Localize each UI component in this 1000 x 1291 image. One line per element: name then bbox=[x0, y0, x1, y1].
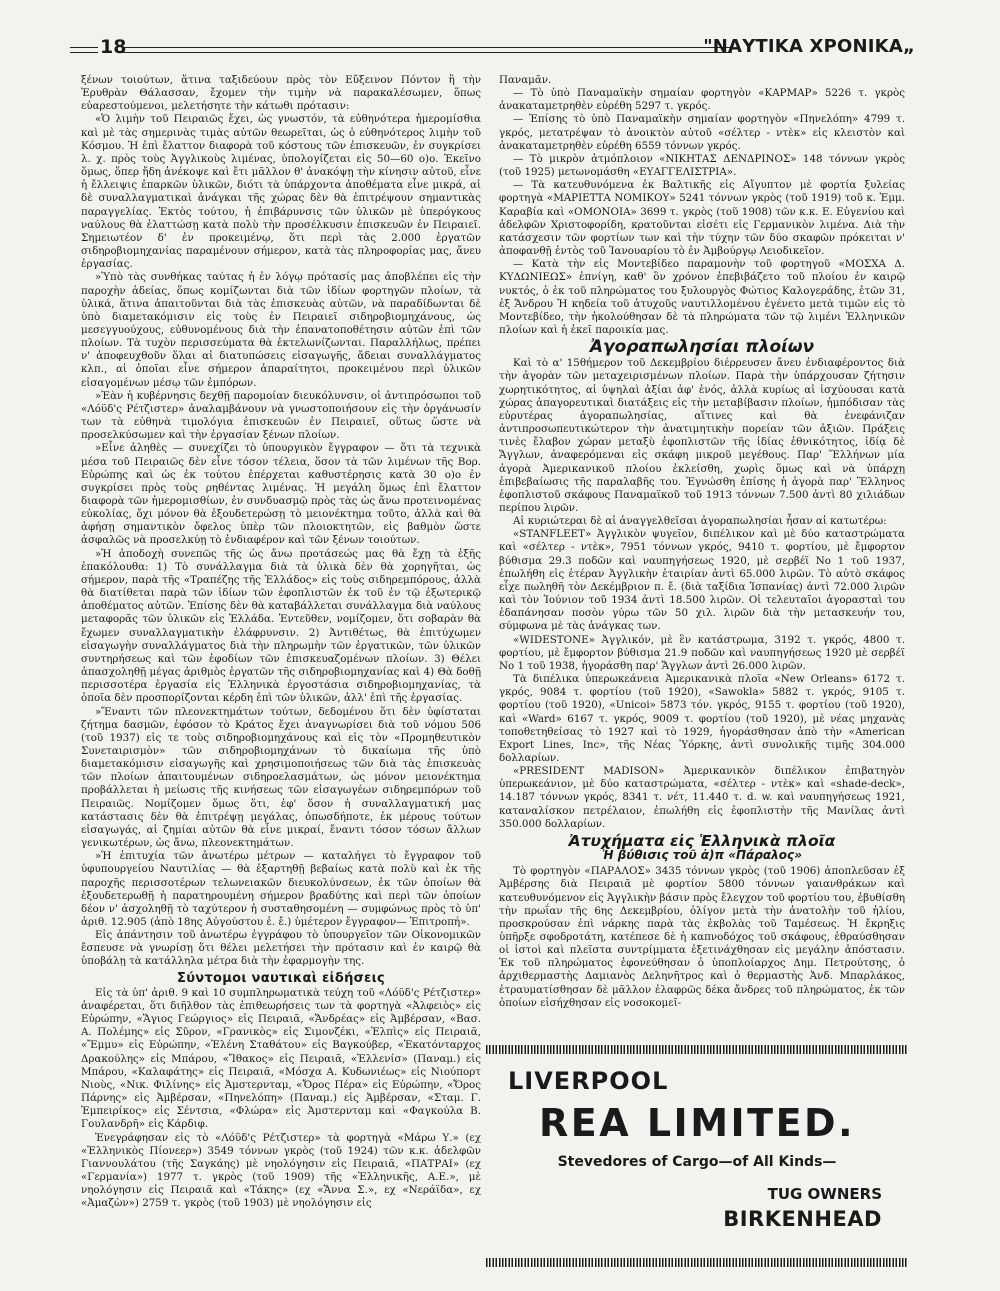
paragraph: — Κατὰ τὴν εἰς Μοντεβίδεο παραμονὴν τοῦ φορτηγοῦ «ΜΟΣΧΑ Δ. ΚΥΔΩΝΙΕΩΣ» ἐπνίγη, καθ' ὃν χρόνον ἐπεβιβάζετο τοῦ πλοίου ἐν καιρῷ νυκτός, ὁ ἐκ τοῦ πληρώματος του ξυλουργὸς Φώτιος Καλογεράδης, ἐτῶν 31, ἐξ Ἄνδρου Ἡ κηδεία τοῦ ἀτυχοῦς ναυτιλλομένου ἐγένετο μετὰ τιμῶν εἰς τὸ Μοντεβίδεο, τὴν ἠκολούθησαν δὲ τὰ πληρώματα τῶν τῷ λιμένι Ἑλληνικῶν πλοίων καὶ ἡ ἐκεῖ παροικία μας. bbox=[499, 258, 905, 336]
ad-border-top bbox=[486, 1045, 908, 1054]
section-heading-news: Σύντομοι ναυτικαὶ εἰδήσεις bbox=[177, 970, 385, 986]
paragraph: — Τὸ ὑπὸ Παναμαϊκὴν σημαίαν φορτηγὸν «ΚΑΡΜΑΡ» 5226 τ. γκρὸς ἀνακαταμετρηθὲν εὑρέθη 5297 τ. γκρός. bbox=[499, 87, 905, 113]
ad-tagline: Stevedores of Cargo—of All Kinds— bbox=[557, 1154, 837, 1170]
header-rule-main bbox=[122, 47, 732, 53]
section-heading-ship-sales: Ἀγοραπωλησίαι πλοίων bbox=[589, 337, 815, 358]
paragraph: »Ἐὰν ἡ κυβέρνησις δεχθῇ παρομοίαν διευκόλυνσιν, οἱ ἀντιπρόσωποι τοῦ «Λόϋδ'ς Ρέτζιστερ» ἀναλαμβάνουν νὰ γνωστοποιήσουν εἰς τὴν ὀργάνωσίν των τὰ εὐθηνὰ τιμολόγια ἐπισκευῶν ἐν Πειραιεῖ, οὕτως ὥστε νὰ προσελκύσωμεν καὶ τὴν ἐργασίαν ξένων πλοίων. bbox=[81, 389, 481, 442]
paragraph: Τὸ φορτηγὸν «ΠΑΡΑΛΟΣ» 3435 τόννων γκρὸς (τοῦ 1906) ἀποπλεῦσαν ἐξ Ἀμβέρσης διὰ Πειραιᾶ μὲ φορτίον 5800 τόννων γαιανθράκων καὶ κατευθυνόμενον εἰς Ἀγγλικὴν βάσιν πρὸς ἔλεγχον τοῦ φορτίου του, ἐβυθίσθη τὴν πρωΐαν τῆς 6ης Δεκεμβρίου, ὀλίγον μετὰ τὴν ἀνατολὴν τοῦ ἡλίου, προσκρούσαν ἐπὶ νάρκης παρὰ τὰς ἐκβολὰς τοῦ Ταμέσεως. Ἡ ἔκρηξις ὑπῆρξε σφοδροτάτη, κατέπεσε δὲ ἡ καπνοδόχος τοῦ σκάφους, ἐθραύσθησαν οἱ ἱστοὶ καὶ πλεῖστα συντρίμματα ἐξετινάχθησαν εἰς μεγάλην ἀπόστασιν. Ἐκ τοῦ πληρώματος ἐφονεύθησαν ὁ ὑποπλοίαρχος Δημ. Πετρούτσης, ὁ ἀρχιθερμαστὴς Δαμιανὸς Δεληνῆτρος καὶ ὁ θερμαστὴς Ἀνδ. Μπαρλάκος, ἐτραυματίσθησαν δὲ μᾶλλον ἐλαφρῶς δέκα ἄνδρες τοῦ πληρώματος, ἐκ τῶν ὁποίων εἰσήχθησαν εἰς νοσοκομεῖ- bbox=[499, 865, 905, 1009]
section-subheading: Ἡ βύθισις τοῦ ἀ)π «Πάραλος» bbox=[602, 848, 802, 863]
paragraph: ξένων τοιούτων, ἅτινα ταξιδεύουν πρὸς τὸν Εὔξεινον Πόντον ἢ τὴν Ἐρυθρὰν Θάλασσαν, ἔχομεν τὴν τιμὴν νὰ παρακαλέσωμεν, ὅπως εὐαρεστούμενοι, μελετήσητε τὴν κάτωθι πρότασιν: bbox=[81, 74, 481, 113]
paragraph: Ἐνεγράφησαν εἰς τὸ «Λόϋδ'ς Ρέτζιστερ» τὰ φορτηγὰ «Μάρω Υ.» (εχ «Ἑλληνικὸς Πίονεερ») 3549 τόννων γκρὸς (τοῦ 1924) τῶν κ.κ. ἀδελφῶν Γιαννουλάτου (τῆς Σαγκάης) μὲ νηολόγησιν εἰς Πειραιᾶ, «ΠΑΤΡΑΙ» (εχ «Γερμανία») 1977 τ. γκρὸς (τοῦ 1909) τῆς «Ἑλληνικῆς, Α.Ε.», μὲ νηολόγησιν εἰς Πειραιᾶ καὶ «Τάκης» (εχ «Ἄννα Σ.», εχ «Νεράϊδα», εχ «Ἀμαζὼν») 2759 τ. γκρὸς (τοῦ 1903) μὲ νηολόγησιν εἰς bbox=[81, 1131, 481, 1210]
paragraph: Αἱ κυριώτεραι δὲ αἱ ἀναγγελθεῖσαι ἀγοραπωλησίαι ἦσαν αἱ κατωτέρω: bbox=[513, 515, 887, 528]
paragraph: Παναμᾶν. bbox=[499, 74, 552, 86]
paragraph: — Τὰ κατευθυνόμενα ἐκ Βαλτικῆς εἰς Αἴγυπτον μὲ φορτία ξυλείας φορτηγὰ «ΜΑΡΙΕΤΤΑ ΝΟΜΙΚΟΥ» 5241 τόννων γκρὸς (τοῦ 1919) τοῦ κ. Ἐμμ. Καραβία καὶ «ΟΜΟΝΟΙΑ» 3699 τ. γκρὸς (τοῦ 1908) τῶν κ.κ. Ε. Εὐγενίου καὶ ἀδελφῶν Χριστοφορίδη, κρατοῦνται εἰσέτι εἰς Γερμανικὸν λιμένα. Διὰ τὴν κατάσχεσιν τῶν φορτίων των καὶ τὴν τύχην τῶν δύο σκαφῶν πρόκειται ν' ἀποφανθῇ ἐντὸς τοῦ Ἰανουαρίου τὸ ἐν Ἀμβούργῳ Λειοδικεῖον. bbox=[499, 179, 905, 258]
paragraph: Καὶ τὸ α' 15θήμερον τοῦ Δεκεμβρίου διέρρευσεν ἄνευ ἐνδιαφέροντος διὰ τὴν ἀγορὰν τῶν μεταχειρισμένων πλοίων. Παρὰ τὴν ὑπάρχουσαν ζήτησιν χωρητικότητος, αἱ ὑψηλαὶ ἀξίαι ἀφ' ἑνός, ἀλλὰ κυρίως αἱ ἰσχύουσαι κατὰ χώρας ἀπαγορευτικαὶ διατάξεις εἰς τὴν μεταβίβασιν πλοίων, ἠμπόδισαν τὰς εὐρυτέρας ἀγοραπωλησίας, αἵτινες καὶ θὰ ἐνεφάνιζαν ἀντιπροσωπευτικώτερον τὴν ἀνατιμητικὴν πορείαν τῶν ἀξιῶν. Πράξεις τινὲς ἔλαβον χώραν μεταξὺ ἐφοπλιστῶν τῆς ἰδίας ἐθνικότητος, ἰδίᾳ δὲ Ἄγγλων, ἀναφερόμεναι εἰς σκάφη μικροῦ μεγέθους. Παρ' Ἕλλήνων μία ἀγορὰ Ἀμερικανικοῦ πλοίου ἐκλείσθη, χωρὶς ὅμως καὶ νὰ ὑπάρχῃ ἐπιβεβαίωσις τῆς παραλαβῆς του. Ἐγνώσθη ἐπίσης ἡ ἀγορὰ παρ' Ἕλληνος ἐφοπλιστοῦ σκάφους Παναμαϊκοῦ τοῦ 1913 τόννων 7.500 ἀντὶ 80 χιλιάδων περίπου λιρῶν. bbox=[499, 357, 905, 514]
paragraph: »Ἔναντι τῶν πλεονεκτημάτων τούτων, δεδομένου ὅτι δὲν ὑφίσταται ζήτημα δασμῶν, ἐφόσον τὸ Κράτος ἔχει ἀναγνωρίσει διὰ τοῦ νόμου 506 (τοῦ 1937) εἰς τε τοὺς σιδηροβιομηχάνους καὶ εἰς τὸν «Προμηθευτικὸν Συνεταιρισμὸν» τῶν σιδηροβιομηχάνων τὸ δικαίωμα τῆς ὑπὸ διαμετακόμισιν εἰσαγωγῆς καὶ χρησιμοποιήσεως τῶν διὰ τὰς ἐπισκευὰς τῶν πλοίων ἀπαιτουμένων σιδηροελασμάτων, ὡς μόνον μειονέκτημα προβάλλεται ἡ μείωσις τῆς κινήσεως τῶν εἰσαγωγέων σιδηρεμπόρων τοῦ Πειραιῶς. Νομίζομεν ὅμως ὅτι, ἐφ' ὅσον ἡ συναλλαγματική μας κατάστασις δὲν θὰ ἐπιτρέψῃ μεγάλας, ὁπωσδήποτε, ἐκ μέρους τούτων εἰσαγωγάς, αἱ ζημίαι αὐτῶν θὰ εἶνε μικραί, ἔναντι τόσον τόσων ἄλλων γενικωτέρων, ὡς ἄνω, πλεονεκτημάτων. bbox=[81, 705, 481, 850]
right-column bbox=[499, 74, 905, 1009]
left-column bbox=[81, 74, 481, 1274]
header-rule-left bbox=[70, 47, 98, 53]
paragraph: «STANFLEET» Ἀγγλικὸν ψυγεῖον, διπέλικον καὶ μὲ δύο καταστρώματα καὶ «σέλτερ - ντὲκ», 7951 τόννων γκρός, 9410 τ. φορτίου, μὲ ἔμφορτον βύθισμα 29.3 ποδῶν καὶ ναυπηγήσεως 1920, μὲ σερβέϊ Νο 1 τοῦ 1937, ἐπωλήθη εἰς ἑτέραν Ἀγγλικὴν ἑταιρίαν ἀντὶ 65.000 λιρῶν. Τὸ αὐτὸ σκάφος εἶχε πωληθῆ τὸν Δεκέμβριον π. ἔ. (διὰ ταξίδια Ἰσπανίας) ἀντὶ 72.000 λιρῶν καὶ τὸν Ἰούνιον τοῦ 1934 ἀντὶ 18.500 λιρῶν. Οἱ τελευταῖοι ἀγορασταὶ του ἐδαπάνησαν ποσὸν γύρω τῶν 50 χιλ. λιρῶν διὰ τὴν μετασκευήν του, σύμφωνα μὲ τὰς ἀνάγκας των. bbox=[499, 528, 905, 633]
section-heading-accidents: Ἀτυχήματα εἰς Ἑλληνικὰ πλοῖα bbox=[568, 831, 836, 850]
paragraph: »Ἡ ἐπιτυχία τῶν ἀνωτέρω μέτρων — καταλήγει τὸ ἔγγραφον τοῦ ὑφυπουργείου Ναυτιλίας — θὰ ἐξαρτηθῇ βεβαίως κατὰ πολὺ καὶ ἐκ τῆς παροχῆς περισσοτέρων τελωνειακῶν διευκολύνσεων, ἐκ τῶν ὁποίων θὰ ἐξουδετερωθῇ ἡ παρατηρουμένη σήμερον βραδύτης καὶ περὶ τῶν ὁποίων δέον ν' ἀσχοληθῇ τὸ ταχύτερον ἡ συσταθησομένη — συμφώνως πρὸς τὸ ὑπ' ἀριθ. 12.905 (ἀπὸ 18ης Αὐγούστου ἐ. ἔ.) ὑμέτερον ἔγγραφον— Ἐπιτροπή». bbox=[81, 850, 481, 928]
ad-location: BIRKENHEAD bbox=[723, 1207, 882, 1231]
page-number: 18 bbox=[100, 36, 127, 58]
paragraph: Τὰ διπέλικα ὑπερωκεάνεια Ἀμερικανικὰ πλοῖα «New Orleans» 6172 τ. γκρός, 9084 τ. φορτίου (τοῦ 1920), «Sawokla» 5882 τ. γκρός, 9105 τ. φορτίου (τοῦ 1920), «Unicoi» 5873 τόν. γκρός, 9155 τ. φορτίου (τοῦ 1920), καὶ «Ward» 6167 τ. γκρός, 9009 τ. φορτίου (τοῦ 1920), μὲ νέας μηχανὰς τοποθετηθείσας τὸ 1927 καὶ τὸ 1929, ἠγοράσθησαν ἀπὸ τὴν «American Export Lines, Inc», τῆς Νέας Ὑόρκης, ἀντὶ συνολικῆς τιμῆς 304.000 δολλαρίων. bbox=[499, 673, 905, 764]
paragraph: »Ὑπὸ τὰς συνθήκας ταύτας ἡ ἐν λόγῳ πρότασίς μας ἀποβλέπει εἰς τὴν παροχὴν ἀδείας, ὅπως κομίζωνται διὰ τῶν ἰδίων φορτηγῶν πλοίων, τὰ ὑλικά, ἅτινα ἀπαιτοῦνται διὰ τὰς ἐπισκευὰς αὐτῶν, νὰ παραδίδωνται δὲ ὑπὸ διαμετακόμισιν εἰς τοὺς ἐν Πειραιεῖ σιδηροβιομηχάνους, ὡς μεσεγγυούχους, εὐθυνομένους διὰ τὴν ἐπανατοποθέτησιν αὐτῶν ἐπὶ τῶν πλοίων. Τὰ τυχὸν περισσεύματα θὰ ἐκτελωνίζωνται. Παραλλήλως, πρέπει ν' ἀποφευχθοῦν ὅλαι αἱ διατυπώσεις εἰσαγωγῆς, ἄδειαι συναλλάγματος κλπ., αἱ ὁποῖαι εἶνε σήμερον ἀπαραίτητοι, προκειμένου περὶ ὑλικῶν εἰσαγομένων μέσῳ τῶν ἐμπόρων. bbox=[81, 271, 481, 389]
ad-border-bottom bbox=[486, 1258, 908, 1267]
paragraph: »Ἡ ἀποδοχὴ συνεπῶς τῆς ὡς ἄνω προτάσεώς μας θὰ ἔχῃ τὰ ἑξῆς ἐπακόλουθα: 1) Τὸ συνάλλαγμα διὰ τὰ ὑλικὰ δὲν θὰ χορηγῆται, ὡς σήμερον, παρὰ τῆς «Τραπέζης τῆς Ἑλλάδος» εἰς τοὺς σιδηρεμπόρους, ἀλλὰ θὰ διατίθεται παρὰ τῶν ἰδίων τῶν ἐφοπλιστῶν ἐκ τοῦ ἐν τῷ ἐξωτερικῷ ἀποθέματος αὐτῶν. Ἐπίσης δὲν θὰ καταβάλλεται συνάλλαγμα διὰ ναύλους μεταφορᾶς τῶν ὑλικῶν εἰς Ἑλλάδα. Ἐντεῦθεν, νομίζομεν, ὅτι σοβαρὰν θὰ ἔχωμεν συναλλαγματικὴν ἐλάφρυνσιν. 2) Ἀντιθέτως, θὰ ἐπιτύχωμεν εἰσαγωγὴν συναλλάγματος διὰ τὴν πληρωμὴν τῶν ἐργατικῶν, τῶν ὑλικῶν συντηρήσεως καὶ τῶν ἐφοδίων τῶν ἐπισκευαζομένων πλοίων. 3) Θέλει ἀπασχοληθῇ μέγας ἀριθμὸς ἐργατῶν τῆς σιδηροβιομηχανίας καὶ 4) Θὰ δοθῇ περισσοτέρα ἐργασία εἰς Ἑλληνικὰ ἐργοστάσια σιδηροβιομηχανίας, τὰ ὁποῖα δὲν προσπορίζονται κέρδη ἐπὶ τῶν ὑλικῶν, ἀλλ' ἐπὶ τῆς ἐργασίας. bbox=[81, 547, 481, 705]
advertisement-box bbox=[486, 1045, 908, 1267]
paragraph: «WIDESTONE» Ἀγγλικόν, μὲ ἓν κατάστρωμα, 3192 τ. γκρός, 4800 τ. φορτίου, μὲ ἔμφορτον βύθισμα 21.9 ποδῶν καὶ ναυπηγήσεως 1920 μὲ σερβέϊ Νο 1 τοῦ 1938, ἠγοράσθη παρ' Ἄγγλων ἀντὶ 26.000 λιρῶν. bbox=[499, 633, 905, 672]
paragraph: — Τὸ μικρὸν ἀτμόπλοιον «ΝΙΚΗΤΑΣ ΔΕΝΔΡΙΝΟΣ» 148 τόννων γκρὸς (τοῦ 1925) μετωνομάσθη «ΕΥΑΓΓΕΛΙΣΤΡΙΑ». bbox=[499, 152, 905, 179]
paragraph: — Ἐπίσης τὸ ὑπὸ Παναμαϊκὴν σημαίαν φορτηγὸν «Πηνελόπη» 4799 τ. γκρός, μετατρέψαν τὸ ἀνοικτὸν αὐτοῦ «σέλτερ - ντὲκ» εἰς κλειστὸν καὶ ἀνακαταμετρηθὲν εὑρέθη 6559 τόννων γκρός. bbox=[499, 113, 905, 152]
publication-title: "ΝΑΥΤΙΚΑ ΧΡΟΝΙΚΑ„ bbox=[703, 36, 915, 57]
paragraph: Εἰς τὰ ὑπ' ἀριθ. 9 καὶ 10 συμπληρωματικὰ τεύχη τοῦ «Λόϋδ'ς Ρέτζιστερ» ἀναφέρεται, ὅτι διῆλθον τὰς ἐπιθεωρήσεις των τὰ φορτηγὰ «Ἀλφειὸς» εἰς Εὐρώπην, «Ἅγιος Γεώργιος» εἰς Πειραιᾶ, «Ἄνδρέας» εἰς Ἀμβέρσαν, «Βασ. Α. Πολέμης» εἰς Σῦρον, «Γρανικὸς» εἰς Σιμονζέκι, «Ἐλπὶς» εἰς Πειραιᾶ, «Ἔμμυ» εἰς Εὐρώπην, «Ἐλένη Σταθάτου» εἰς Βαγκούβερ, «Ἑκατόνταρχος Δρακούλης» εἰς Μπάρου, «Ἴθακος» εἰς Πειραιᾶ, «Ἑλλενίσ» (Παναμ.) εἰς Μπάρου, «Καλαφάτης» εἰς Πειραιᾶ, «Μόσχα Α. Κυδωνιέως» εἰς Νιούπορτ Νιοὺς, «Νικ. Φιλίνης» εἰς Ἀμστερνταμ, «Ὄρος Πέρα» εἰς Εὐρώπην, «Ὄρος Πάρνης» εἰς Ἀμβέρσαν, «Πηνελόπη» (Παναμ.) εἰς Ἀμβέρσαν, «Σταμ. Γ. Ἐμπειρίκος» εἰς Σέντσια, «Φλώρα» εἰς Ἀμστερνταμ καὶ «Φαγκούλα Β. Γουλανδρῆ» εἰς Κάρδιφ. bbox=[81, 986, 481, 1131]
page-header bbox=[70, 36, 915, 62]
paragraph: Εἰς ἀπάντησιν τοῦ ἀνωτέρω ἐγγράφου τὸ ὑπουργεῖον τῶν Οἰκονομικῶν ἔσπευσε νὰ γνωρίσῃ ὅτι θέλει μελετήσει τὴν πρότασιν καὶ ἐν καιρῷ θὰ ὑποβάλῃ τὰ κατάλληλα μέτρα διὰ τὴν ἐφαρμογὴν της. bbox=[81, 929, 481, 968]
ad-city: LIVERPOOL bbox=[508, 1067, 669, 1095]
paragraph: «Ὁ λιμὴν τοῦ Πειραιῶς ἔχει, ὡς γνωστόν, τὰ εὐθηνότερα ἡμερομίσθια καὶ μὲ τὰς σημερινὰς τιμὰς αὐτῶν θεωρεῖται, ὡς ὁ εὐθηνότερος λιμὴν τοῦ Κόσμου. Ἡ ἐπὶ ἔλαττον διαφορὰ τοῦ κόστους τῶν ἐπισκευῶν, ἐν συγκρίσει λ. χ. πρὸς τοὺς Ἀγγλικοὺς λιμένας, ὑπολογίζεται εἰς 50—60 ο)ο. Ἐκεῖνο ὅμως, ὅπερ ἤδη ἀνέκοψε καὶ ἔτι μᾶλλον θ' ἀνακόψῃ τὴν κίνησιν αὐτοῦ, εἶνε ἡ ἔλλειψις ἐπαρκῶν ὑλικῶν, διότι τὰ ὑπάρχοντα ἀποθέματα εἶνε μικρά, αἱ δὲ συναλλαγματικαὶ ἀνάγκαι τῆς χώρας δὲν θὰ ἐπιτρέψουν σημαντικὰς παραγγελίας. Ἐκτὸς τούτου, ἡ ἐπιβάρυνσις τῶν ὑλικῶν μὲ ὑπερόγκους ναύλους θὰ ἐλαττώσῃ κατὰ πολὺ τὴν προσέλκυσιν ἐπισκευῶν ἐν Πειραιεῖ. Σημειωτέον δ' ἐν προκειμένῳ, ὅτι περὶ τὰς 2.000 ἐργατῶν σιδηροβιομηχανίας παραμένουν σήμερον, κατὰ τὰς πληροφορίας μας, ἄνευ ἐργασίας. bbox=[81, 113, 481, 271]
paragraph: »Εἶνε ἀληθὲς — συνεχίζει τὸ ὑπουργικὸν ἔγγραφον — ὅτι τὰ τεχνικὰ μέσα τοῦ Πειραιῶς δὲν εἶνε τόσον τέλεια, ὅσον τὰ τῶν λιμένων τῆς Βορ. Εὐρώπης καὶ ὡς ἐκ τούτου ἐπέρχεται καθυστέρησις κατὰ 30 ο)ο ἐν συγκρίσει πρὸς τοὺς ρηθέντας λιμένας. Ἡ μεγάλη ὅμως ἐπὶ ἔλαττον διαφορὰ τῶν ἡμερομισθίων, ἐν συνδυασμῷ πρὸς τὰς ὡς ἄνω προτεινομένας εὐκολίας, ὄχι μόνον θὰ ἐξουδετερώσῃ τὸ μειονέκτημα τοῦτο, ἀλλὰ καὶ θὰ ἀφήσῃ σημαντικὸν ὄφελος ὑπὲρ τῶν πλοιοκτητῶν, εἰς βαθμὸν ὥστε ἀσφαλῶς νὰ προσελκύῃ τὸ ἐνδιαφέρον καὶ τῶν ξένων τοιούτων. bbox=[81, 442, 481, 547]
paragraph: «PRESIDENT MADISON» Ἀμερικανικὸν διπέλικον ἐπιβατηγὸν ὑπερωκεάνιον, μὲ δύο καταστρώματα, «σέλτερ - ντὲκ» καὶ «shade-deck», 14.187 τόννων γκρός, 8341 τ. νέτ, 11.440 τ. d. w. καὶ ναυπηγήσεως 1921, καταναλίσκον πετρέλαιον, ἐπωλήθη εἰς ἐφοπλιστὴν τῆς Μανίλας ἀντὶ 350.000 δολλαρίων. bbox=[499, 765, 905, 830]
ad-subtitle: TUG OWNERS bbox=[767, 1185, 882, 1203]
ad-company-name: REA LIMITED. bbox=[538, 1101, 856, 1145]
